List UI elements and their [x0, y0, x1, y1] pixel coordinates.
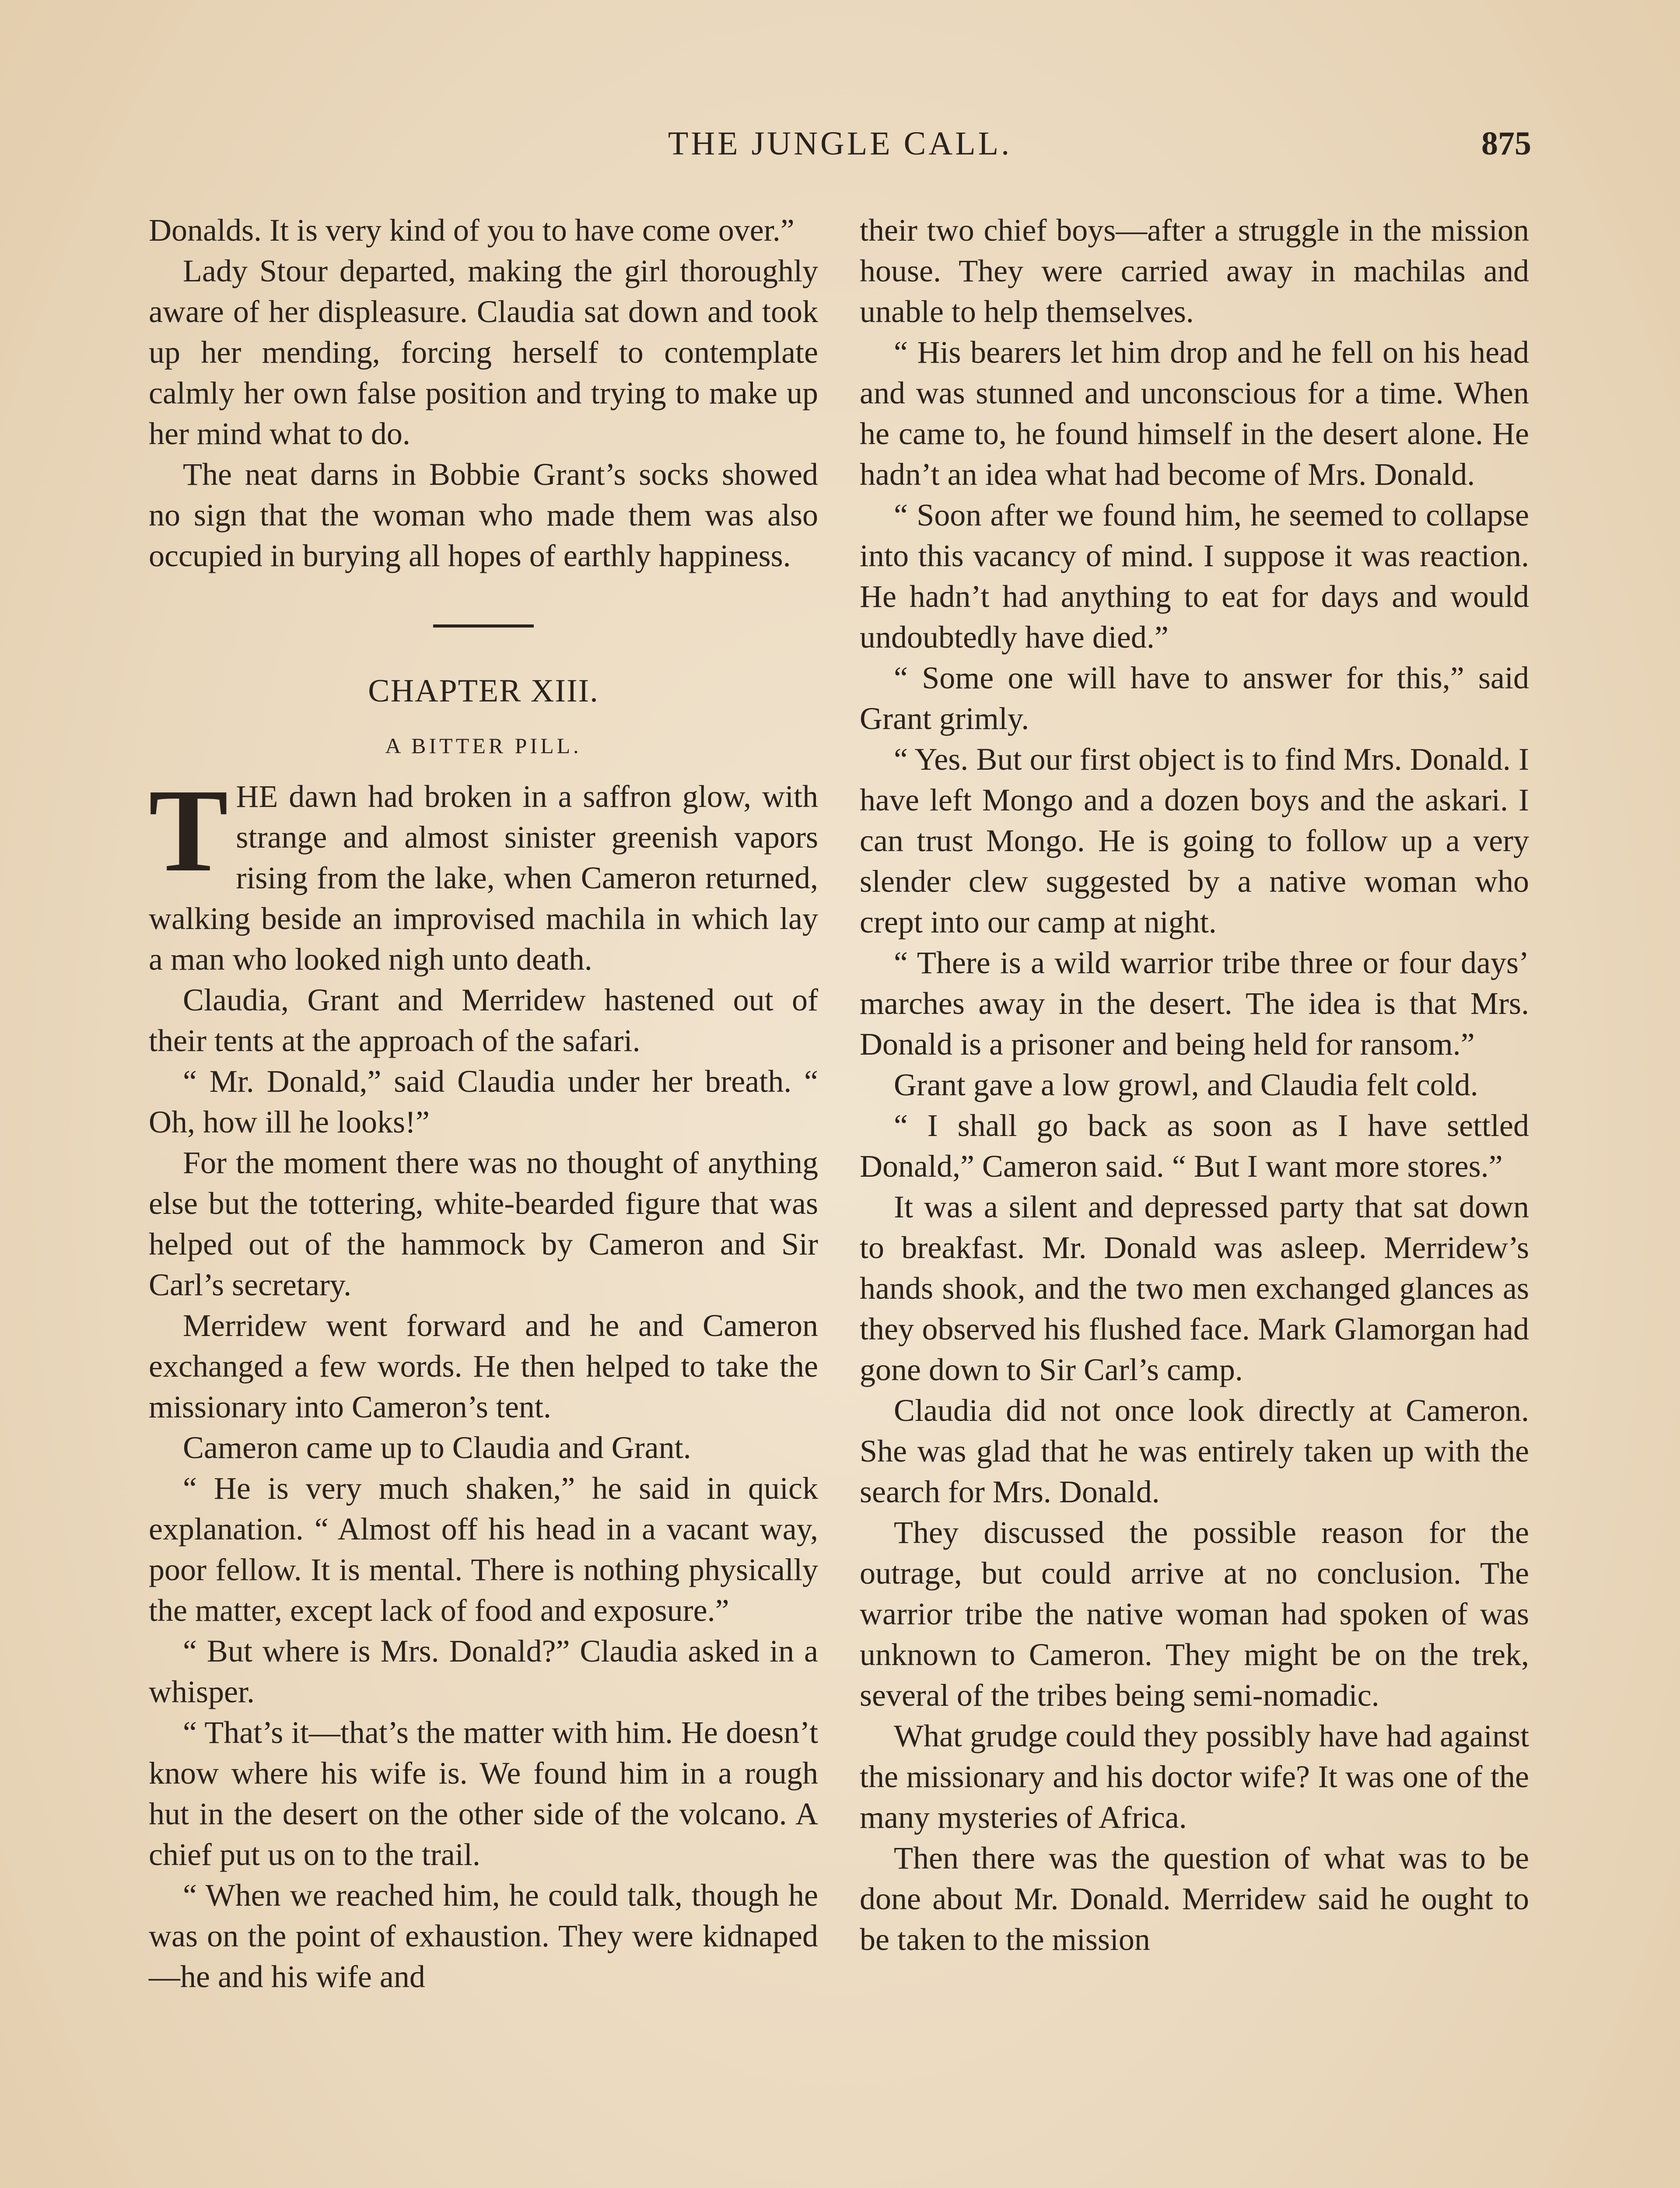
paragraph: “ I shall go back as soon as I have settled Donald,” Cameron said. “ But I want more stores.”	[860, 1108, 1529, 1184]
paragraph: Merridew went forward and he and Cameron exchanged a few words. He then helped to take the missionary into Cameron’s tent.	[149, 1308, 818, 1424]
paragraph: “ There is a wild warrior tribe three or four days’ marches away in the desert. The idea is that Mrs. Donald is a prisoner and being held for ransom.”	[860, 945, 1529, 1062]
paragraph: “ Yes. But our first object is to find Mrs. Donald. I have left Mongo and a dozen boys and the askari. I can trust Mongo. He is going to follow up a very slender clew suggested by a native woman who crept into our camp at night.	[860, 742, 1529, 940]
paragraph: “ He is very much shaken,” he said in quick explanation. “ Almost off his head in a vacant way, poor fellow. It is mental. There is nothing physically the matter, except lack of food and exposure.”	[149, 1471, 818, 1628]
paragraph: “ That’s it—that’s the matter with him. He doesn’t know where his wife is. We found him in a rough hut in the desert on the other side of the volcano. A chief put us on to the trail.	[149, 1715, 818, 1872]
paragraph: It was a silent and depressed party that sat down to breakfast. Mr. Donald was asleep. Merridew’s hands shook, and the two men exchanged glances as they observed his flushed face. Mark Glamorgan had gone down to Sir Carl’s camp.	[860, 1189, 1529, 1387]
right-column	[860, 210, 1529, 1960]
page-number: 875	[1481, 125, 1531, 162]
paragraph: Then there was the question of what was to be done about Mr. Donald. Merridew said he ought to be taken to the mission	[860, 1841, 1529, 1957]
paragraph: Claudia did not once look directly at Cameron. She was glad that he was entirely taken up with the search for Mrs. Donald.	[860, 1393, 1529, 1509]
opening-text: HE dawn had broken in a saffron glow, with strange and almost sinister greenish vapors rising from the lake, when Cameron returned, walking beside an improvised machila in which lay a man who looked nigh unto death.	[149, 779, 818, 977]
paragraph: “ Some one will have to answer for this,” said Grant grimly.	[860, 660, 1529, 736]
paragraph: “ Soon after we found him, he seemed to collapse into this vacancy of mind. I suppose it was reaction. He hadn’t had anything to eat for days and would undoubtedly have died.”	[860, 498, 1529, 655]
paragraph: “ His bearers let him drop and he fell on his head and was stunned and unconscious for a time. When he came to, he found himself in the desert alone. He hadn’t an idea what had become of Mrs. Donald.	[860, 335, 1529, 492]
paragraph: For the moment there was no thought of anything else but the tottering, white-bearded figure that was helped out of the hammock by Cameron and Sir Carl’s secretary.	[149, 1145, 818, 1302]
paragraph: “ Mr. Donald,” said Claudia under her breath. “ Oh, how ill he looks!”	[149, 1064, 818, 1140]
paragraph: Grant gave a low growl, and Claudia felt cold.	[894, 1067, 1478, 1102]
paragraph: Claudia, Grant and Merridew hastened out of their tents at the approach of the safari.	[149, 982, 818, 1058]
paragraph: What grudge could they possibly have had against the missionary and his doctor wife? It was one of the many mysteries of Africa.	[860, 1718, 1529, 1835]
running-title: THE JUNGLE CALL.	[668, 125, 1012, 162]
chapter-title: CHAPTER XIII.	[368, 673, 599, 709]
paragraph: They discussed the possible reason for the outrage, but could arrive at no conclusion. The warrior tribe the native woman had spoken of was unknown to Cameron. They might be on the trek, several of the tribes being semi-nomadic.	[860, 1515, 1529, 1713]
paragraph: The neat darns in Bobbie Grant’s socks showed no sign that the woman who made them was also occupied in burying all hopes of earthly happiness.	[149, 457, 818, 573]
paragraph: “ When we reached him, he could talk, though he was on the point of exhaustion. They were kidnaped—he and his wife and	[149, 1878, 818, 1994]
paragraph: Cameron came up to Claudia and Grant.	[183, 1430, 691, 1465]
paragraph: Donalds. It is very kind of you to have come over.”	[149, 213, 794, 248]
chapter-opening-paragraph	[149, 764, 818, 980]
drop-cap: T	[149, 764, 228, 896]
left-column	[149, 210, 818, 1997]
chapter-subtitle: A BITTER PILL.	[385, 733, 582, 758]
paragraph: “ But where is Mrs. Donald?” Claudia asked in a whisper.	[149, 1634, 818, 1709]
section-divider	[433, 624, 534, 628]
paragraph: their two chief boys—after a struggle in the mission house. They were carried away in machilas and unable to help themselves.	[860, 213, 1529, 329]
paragraph: Lady Stour departed, making the girl thoroughly aware of her displeasure. Claudia sat down and took up her mending, forcing herself to contemplate calmly her own false position and trying to make up her mind what to do.	[149, 253, 818, 451]
